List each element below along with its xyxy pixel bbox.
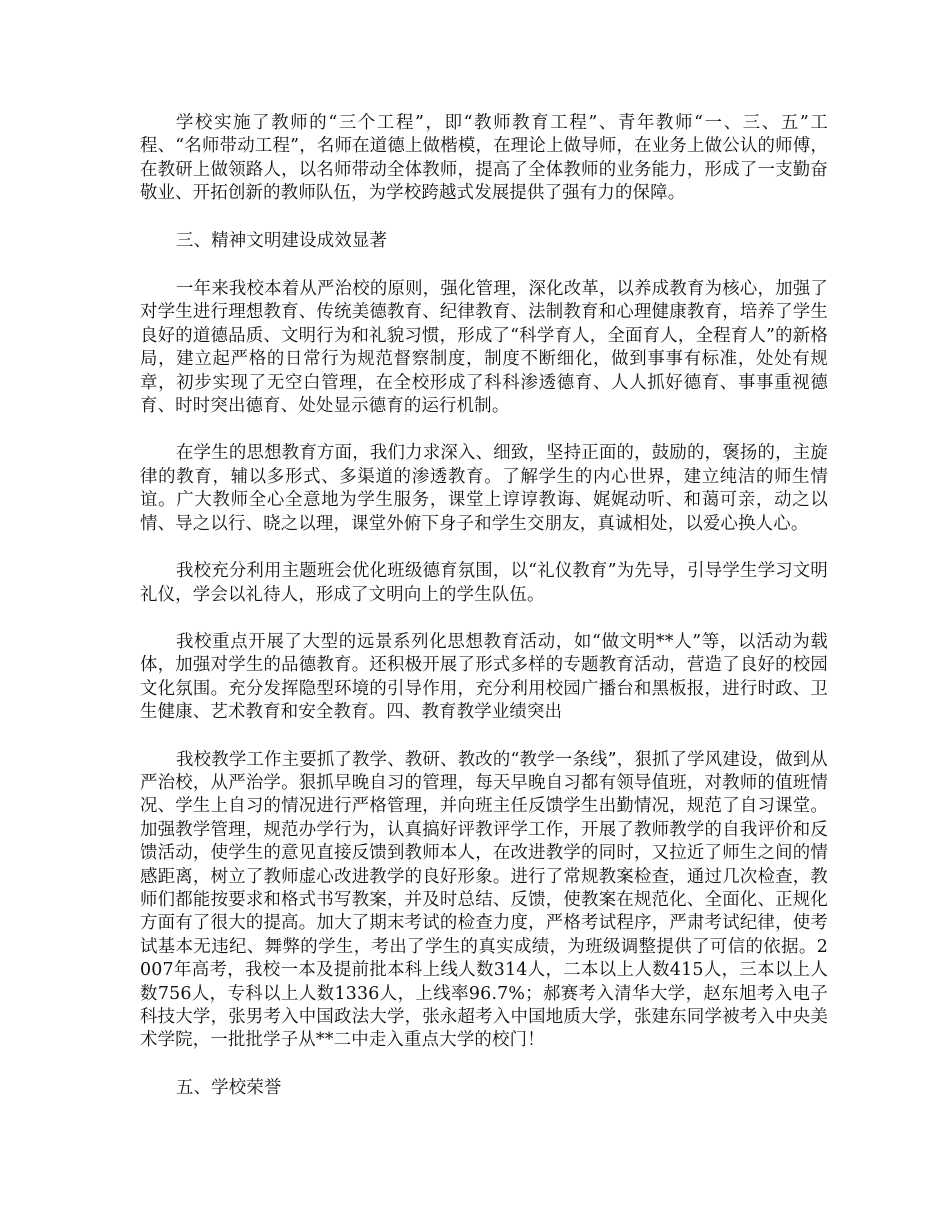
- paragraph-ideological-education: 在学生的思想教育方面，我们力求深入、细致，坚持正面的，鼓励的，褒扬的，主旋律的教育，辅以多形式、多渠道的渗透教育。了解学生的内心世界，建立纯洁的师生情谊。广大教师全心全意地为学生服务，课堂上谆谆教诲、娓娓动听、和蔼可亲，动之以情、导之以行、晓之以理，课堂外俯下身子和学生交朋友，真诚相处，以爱心换人心。: [140, 443, 828, 534]
- section-heading-school-honors: 五、学校荣誉: [176, 1077, 282, 1098]
- paragraph-class-meetings: 我校充分利用主题班会优化班级德育氛围，以“礼仪教育”为先导，引导学生学习文明礼仪，学会以礼待人，形成了文明向上的学生队伍。: [140, 561, 828, 605]
- paragraph-teacher-projects: 学校实施了教师的“三个工程”，即“教师教育工程”、青年教师“一、三、五”工程、“名师带动工程”，名师在道德上做楷模，在理论上做导师，在业务上做公认的师傅，在教研上做领路人，以名师带动全体教师，提高了全体教师的业务能力，形成了一支勤奋敬业、开拓创新的教师队伍，为学校跨越式发展提供了强有力的保障。: [140, 113, 828, 204]
- paragraph-strict-management: 一年来我校本着从严治校的原则，强化管理，深化改革，以养成教育为核心，加强了对学生进行理想教育、传统美德教育、纪律教育、法制教育和心理健康教育，培养了学生良好的道德品质、文明行为和礼貌习惯，形成了“科学育人，全面育人，全程育人”的新格局，建立起严格的日常行为规范督察制度，制度不断细化，做到事事有标准，处处有规章，初步实现了无空白管理，在全校形成了科科渗透德育、人人抓好德育、事事重视德育、时时突出德育、处处显示德育的运行机制。: [140, 279, 828, 417]
- paragraph-education-activities: 我校重点开展了大型的远景系列化思想教育活动，如“做文明**人”等，以活动为载体，加强对学生的品德教育。还积极开展了形式多样的专题教育活动，营造了良好的校园文化氛围。充分发挥隐型环境的引导作用，充分利用校园广播台和黑板报，进行时政、卫生健康、艺术教育和安全教育。四、教育教学业绩突出: [140, 631, 828, 723]
- document-page: [140, 112, 828, 1125]
- paragraph-teaching-work: 我校教学工作主要抓了教学、教研、教改的“教学一条线”，狠抓了学风建设，做到从严治校，从严治学。狠抓早晚自习的管理，每天早晚自习都有领导值班，对教师的值班情况、学生上自习的情况进行严格管理，并向班主任反馈学生出勤情况，规范了自习课堂。加强教学管理，规范办学行为，认真搞好评教评学工作，开展了教师教学的自我评价和反馈活动，使学生的意见直接反馈到教师本人，在改进教学的同时，又拉近了师生之间的情感距离，树立了教师虚心改进教学的良好形象。进行了常规教案检查，通过几次检查，教师们都能按要求和格式书写教案，并及时总结、反馈，使教案在规范化、全面化、正规化方面有了很大的提高。加大了期末考试的检查力度，严格考试程序，严肃考试纪律，使考试基本无违纪、舞弊的学生，考出了学生的真实成绩，为班级调整提供了可信的依据。2007年高考，我校一本及提前批本科上线人数314人，二本以上人数415人，三本以上人数756人，专科以上人数1336人，上线率96.7%；郝赛考入清华大学，赵东旭考入电子科技大学，张男考入中国政法大学，张永超考入中国地质大学，张建东同学被考入中央美术学院，一批批学子从**二中走入重点大学的校门！: [140, 749, 828, 1051]
- section-heading-spiritual-civilization: 三、精神文明建设成效显著: [176, 230, 388, 251]
